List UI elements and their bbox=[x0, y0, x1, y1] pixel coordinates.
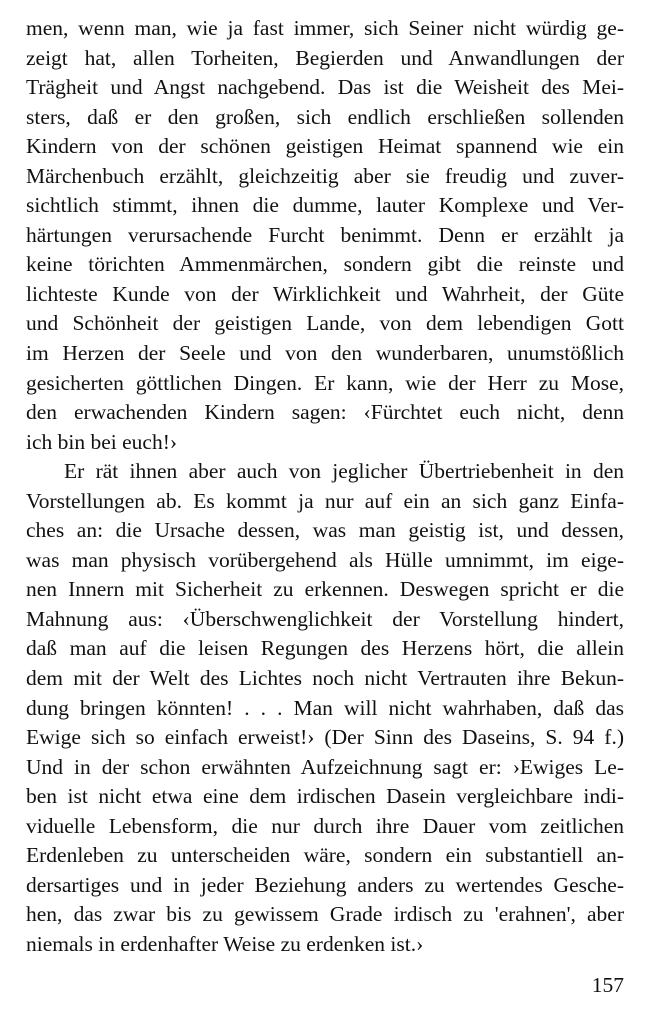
text-line: Erdenleben zu unterscheiden wäre, sondern ein substantiell an- bbox=[26, 843, 624, 868]
text-line: men, wenn man, wie ja fast immer, sich Seiner nicht würdig ge- bbox=[26, 16, 624, 40]
text-line: und Schönheit der geistigen Lande, von dem lebendigen Gott bbox=[26, 311, 624, 336]
text-line: ben ist nicht etwa eine dem irdischen Dasein vergleichbare indi- bbox=[26, 784, 624, 809]
text-line: was man physisch vorübergehend als Hülle umnimmt, im eige- bbox=[26, 547, 624, 572]
text-line: Vorstellungen ab. Es kommt ja nur auf ein an sich ganz Einfa- bbox=[26, 488, 624, 513]
text-line: sichtlich stimmt, ihnen die dumme, lauter Komplexe und Ver- bbox=[26, 193, 624, 218]
text-line: härtungen verursachende Furcht benimmt. Denn er erzählt ja bbox=[26, 222, 624, 247]
paragraph-2 bbox=[26, 457, 624, 959]
text-line: viduelle Lebensform, die nur durch ihre Dauer vom zeitlichen bbox=[26, 813, 624, 838]
text-line: Trägheit und Angst nachgebend. Das ist die Weisheit des Mei- bbox=[26, 75, 624, 100]
text-line: zeigt hat, allen Torheiten, Begierden und Anwandlungen der bbox=[26, 45, 624, 70]
text-line: Mahnung aus: ‹Überschwenglichkeit der Vorstellung hindert, bbox=[26, 606, 624, 631]
text-line: gesicherten göttlichen Dingen. Er kann, wie der Herr zu Mose, bbox=[26, 370, 624, 395]
text-line: Kindern von der schönen geistigen Heimat spannend wie ein bbox=[26, 134, 624, 159]
text-line: Ewige sich so einfach erweist!› (Der Sinn des Daseins, S. 94 f.) bbox=[26, 725, 624, 750]
body-text bbox=[26, 14, 624, 960]
text-line: Und in der schon erwähnten Aufzeichnung sagt er: ›Ewiges Le- bbox=[26, 754, 624, 779]
text-line: ches an: die Ursache dessen, was man geistig ist, und dessen, bbox=[26, 518, 624, 543]
text-line: ich bin bei euch!› bbox=[26, 429, 178, 454]
text-line: im Herzen der Seele und von den wunderbaren, unumstößlich bbox=[26, 341, 624, 366]
text-line: Märchenbuch erzählt, gleichzeitig aber sie freudig und zuver- bbox=[26, 163, 624, 188]
text-line: daß man auf die leisen Regungen des Herzens hört, die allein bbox=[26, 636, 624, 661]
text-line: keine törichten Ammenmärchen, sondern gibt die reinste und bbox=[26, 252, 624, 277]
text-line: den erwachenden Kindern sagen: ‹Fürchtet euch nicht, denn bbox=[26, 400, 624, 425]
text-line: nen Innern mit Sicherheit zu erkennen. Deswegen spricht er die bbox=[26, 577, 624, 602]
text-line: hen, das zwar bis zu gewissem Grade irdisch zu 'erahnen', aber bbox=[26, 902, 624, 927]
paragraph-1 bbox=[26, 14, 624, 457]
text-line: lichteste Kunde von der Wirklichkeit und Wahrheit, der Güte bbox=[26, 281, 624, 306]
text-line: Er rät ihnen aber auch von jeglicher Übertriebenheit in den bbox=[64, 459, 624, 484]
page-number: 157 bbox=[591, 973, 624, 997]
text-line: dem mit der Welt des Lichtes noch nicht Vertrauten ihre Bekun- bbox=[26, 666, 624, 691]
text-line: dersartiges und in jeder Beziehung anders zu wertendes Gesche- bbox=[26, 872, 624, 897]
text-line: sters, daß er den großen, sich endlich erschließen sollenden bbox=[26, 104, 624, 129]
text-line: dung bringen könnten! . . . Man will nicht wahrhaben, daß das bbox=[26, 695, 624, 720]
text-line: niemals in erdenhafter Weise zu erdenken ist.› bbox=[26, 931, 424, 956]
